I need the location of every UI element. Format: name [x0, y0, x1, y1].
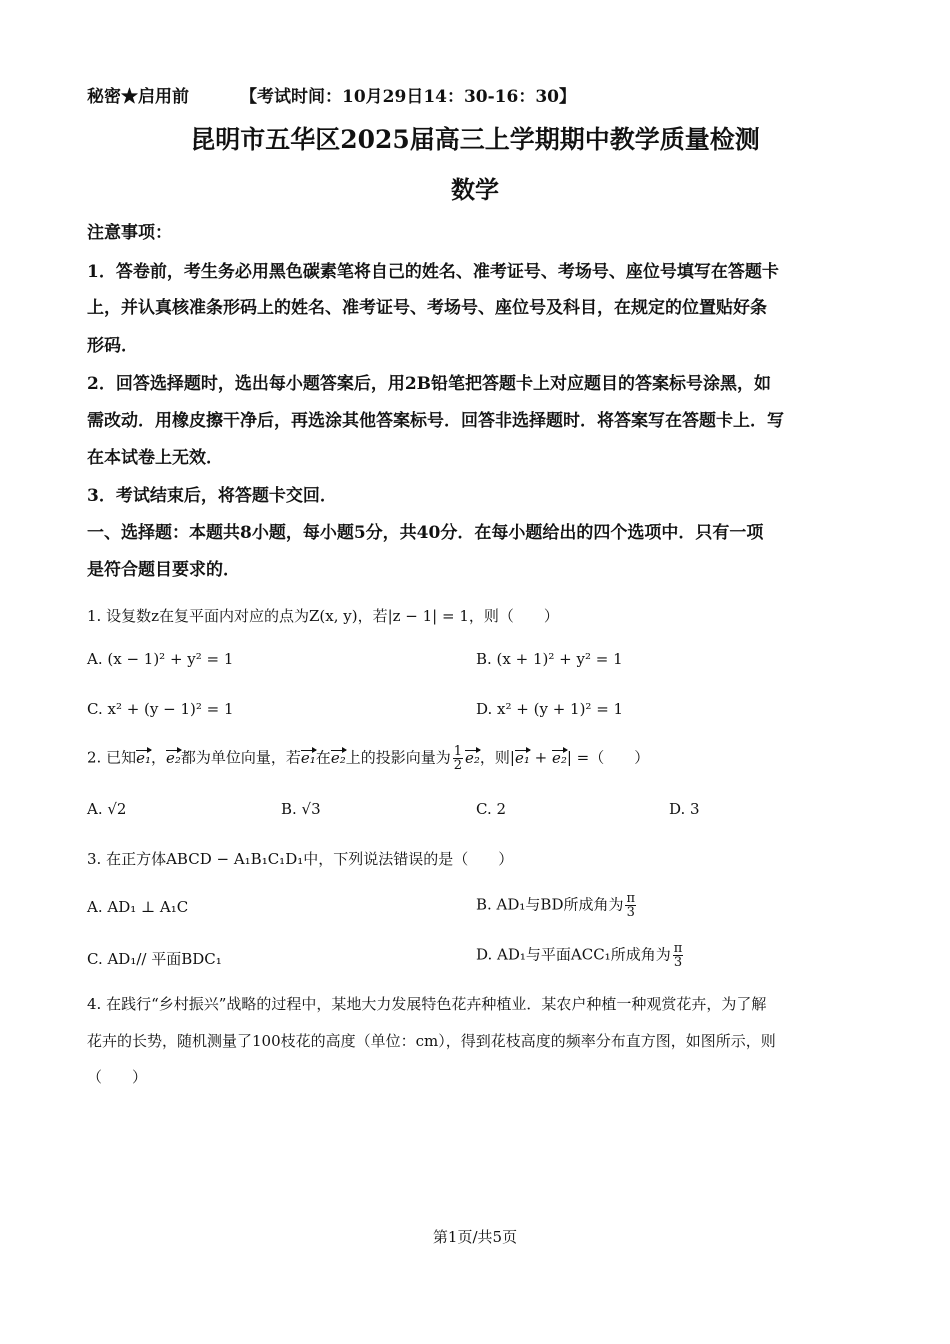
q4-line-3: （ ） [87, 1068, 148, 1086]
q3-stem: 3. 在正方体ABCD − A₁B₁C₁D₁中，下列说法错误的是（ ） [87, 850, 514, 868]
note-2-line-1: 2．回答选择题时，选出每小题答案后，用2B铅笔把答题卡上对应题目的答案标号涂黑，如 [87, 374, 772, 394]
q2-text-2: ， [150, 748, 166, 767]
q2-text-7: | =（ ） [566, 748, 650, 767]
section-1-line-2: 是符合题目要求的． [87, 560, 240, 580]
q3-option-b [476, 892, 638, 919]
page-footer: 第1页/共5页 [432, 1228, 518, 1246]
q1-option-b: B. (x + 1)² + y² = 1 [476, 650, 623, 668]
vector-e2: e₂ [465, 748, 480, 767]
fraction-numerator: π [626, 891, 636, 906]
exam-time: 【考试时间：10月29日14：30-16：30】 [240, 87, 576, 107]
q2-text-5: 上的投影向量为 [345, 748, 451, 767]
q2-option-a: A. √2 [87, 800, 127, 818]
fraction-one-half [453, 745, 463, 772]
page-title: 昆明市五华区2025届高三上学期期中教学质量检测 [190, 125, 760, 154]
q4-line-1: 4. 在践行“乡村振兴”战略的过程中，某地大力发展特色花卉种植业．某农户种植一种观赏花卉，为了解 [87, 995, 767, 1013]
q1-option-c: C. x² + (y − 1)² = 1 [87, 700, 234, 718]
vector-e2: e₂ [166, 748, 181, 767]
q2-stem [87, 745, 649, 772]
fraction-numerator: π [673, 941, 683, 956]
note-2-line-2: 需改动．用橡皮擦干净后，再选涂其他答案标号．回答非选择题时．将答案写在答题卡上．写 [87, 411, 784, 431]
q2-option-b: B. √3 [281, 800, 321, 818]
note-1-line-1: 1．答卷前，考生务必用黑色碳素笔将自己的姓名、准考证号、考场号、座位号填写在答题卡 [87, 262, 779, 282]
vector-e1: e₁ [136, 748, 151, 767]
vector-e1: e₁ [300, 748, 316, 767]
vector-e2: e₂ [330, 748, 346, 767]
q2-text-6: ，则| [479, 748, 515, 767]
fraction-denominator: 3 [673, 955, 683, 970]
q2-option-c: C. 2 [476, 800, 507, 818]
q2-text-1: 2. 已知 [87, 748, 137, 767]
fraction-denominator: 3 [626, 905, 635, 920]
q3-option-c: C. AD₁// 平面BDC₁ [87, 950, 222, 968]
q3-option-a: A. AD₁ ⊥ A₁C [87, 898, 189, 916]
fraction-denominator: 2 [453, 758, 462, 773]
q4-line-2: 花卉的长势，随机测量了100枝花的高度（单位：cm），得到花枝高度的频率分布直方图，如图所示，则 [87, 1032, 776, 1050]
q1-stem: 1. 设复数z在复平面内对应的点为Z(x, y)，若|z − 1| = 1，则（ ） [87, 607, 559, 625]
q2-plus: + [529, 748, 552, 767]
q2-text-3: 都为单位向量，若 [180, 748, 301, 767]
vector-e2: e₂ [551, 748, 567, 767]
q3-option-d-text: D. AD₁与平面ACC₁所成角为 [476, 945, 671, 964]
q2-text-4: 在 [315, 748, 331, 767]
note-3: 3．考试结束后，将答题卡交回． [87, 486, 337, 506]
subject-title: 数学 [451, 175, 499, 204]
note-2-line-3: 在本试卷上无效． [87, 448, 223, 468]
section-1-line-1: 一、选择题：本题共8小题，每小题5分，共40分．在每小题给出的四个选项中．只有一项 [87, 523, 764, 543]
secret-label: 秘密★启用前 [87, 87, 189, 107]
q1-option-a: A. (x − 1)² + y² = 1 [87, 650, 234, 668]
q3-option-d [476, 942, 685, 969]
fraction-pi-over-3 [625, 892, 636, 919]
note-1-line-2: 上，并认真核准条形码上的姓名、准考证号、考场号、座位号及科目，在规定的位置贴好条 [87, 298, 767, 318]
q3-option-b-text: B. AD₁与BD所成角为 [476, 895, 624, 914]
note-1-line-3: 形码． [87, 336, 138, 356]
q2-option-d: D. 3 [669, 800, 700, 818]
q1-option-d: D. x² + (y + 1)² = 1 [476, 700, 624, 718]
notes-heading: 注意事项： [87, 223, 172, 243]
vector-e1: e₁ [514, 748, 530, 767]
fraction-pi-over-3 [673, 942, 684, 969]
fraction-numerator: 1 [453, 744, 462, 759]
